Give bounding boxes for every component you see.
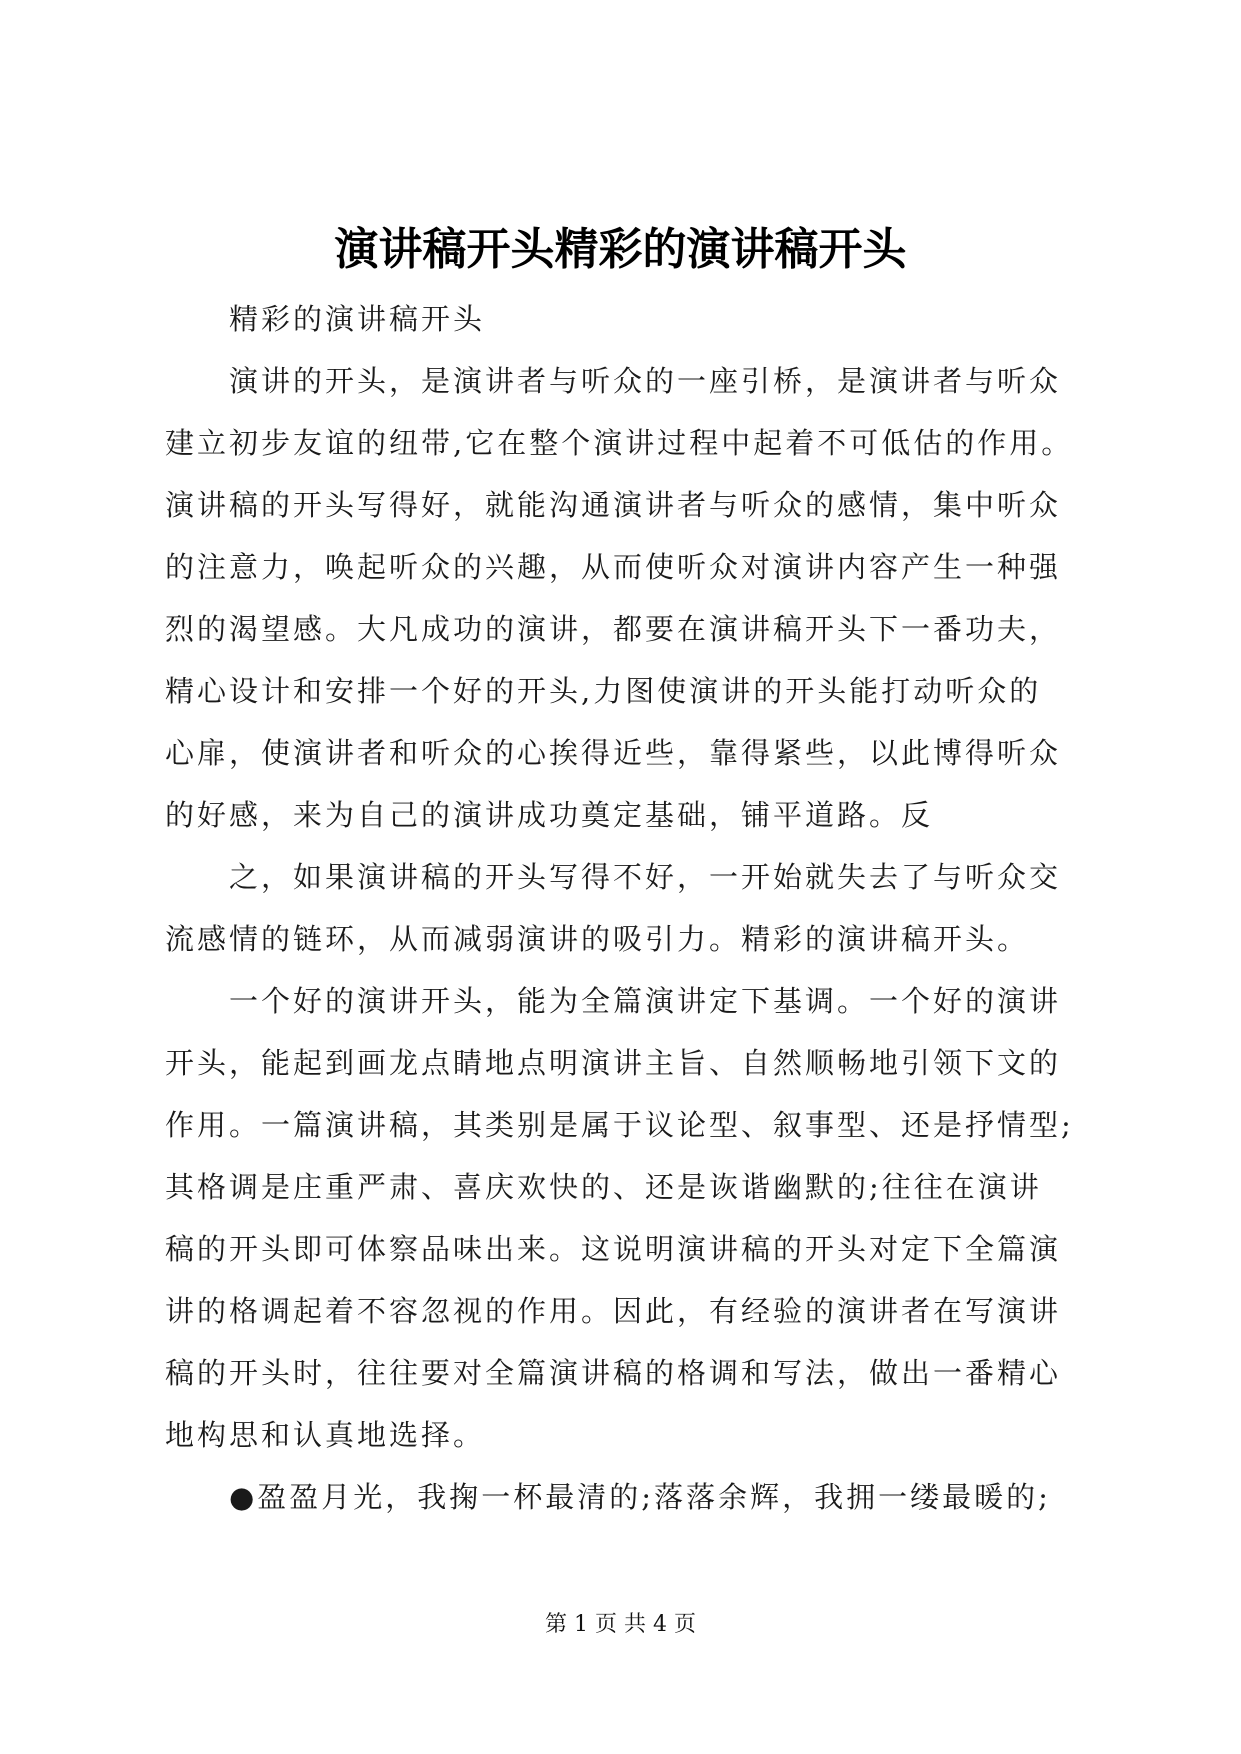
paragraph-4: ●盈盈月光，我掬一杯最清的;落落余辉，我拥一缕最暖的; [165, 1480, 1051, 1514]
paragraph-1: 演讲的开头，是演讲者与听众的一座引桥，是演讲者与听众 建立初步友谊的纽带,它在整个演讲过程中起着不可低估的作用。 演讲稿的开头写得好，就能沟通演讲者与听众的感情，集中听众 的注意力，唤起听众的兴趣，从而使听众对演讲内容产生一种强 烈的渴望感。大凡成功的演讲，都要在演讲稿开头下一番功夫， 精心设计和安排一个好的开头,力图使演讲的开头能打动听众的 心扉，使演讲者和听众的心挨得近些，靠得紧些，以此博得听众 的好感，来为自己的演讲成功奠定基础，铺平道路。反 [165, 364, 1074, 832]
document-body [165, 288, 1085, 1528]
paragraph-subtitle: 精彩的演讲稿开头 [165, 302, 486, 336]
paragraph-2: 之，如果演讲稿的开头写得不好，一开始就失去了与听众交 流感情的链环，从而减弱演讲的吸引力。精彩的演讲稿开头。 [165, 860, 1062, 956]
document-title: 演讲稿开头精彩的演讲稿开头 [334, 224, 907, 275]
page-number-footer: 第 1 页 共 4 页 [545, 1612, 696, 1637]
paragraph-3: 一个好的演讲开头，能为全篇演讲定下基调。一个好的演讲 开头，能起到画龙点睛地点明演讲主旨、自然顺畅地引领下文的 作用。一篇演讲稿，其类别是属于议论型、叙事型、还是抒情型; 其格调是庄重严肃、喜庆欢快的、还是诙谐幽默的;往往在演讲 稿的开头即可体察品味出来。这说明演讲稿的开头对定下全篇演 讲的格调起着不容忽视的作用。因此，有经验的演讲者在写演讲 稿的开头时，往往要对全篇演讲稿的格调和写法，做出一番精心 地构思和认真地选择。 [165, 984, 1074, 1452]
